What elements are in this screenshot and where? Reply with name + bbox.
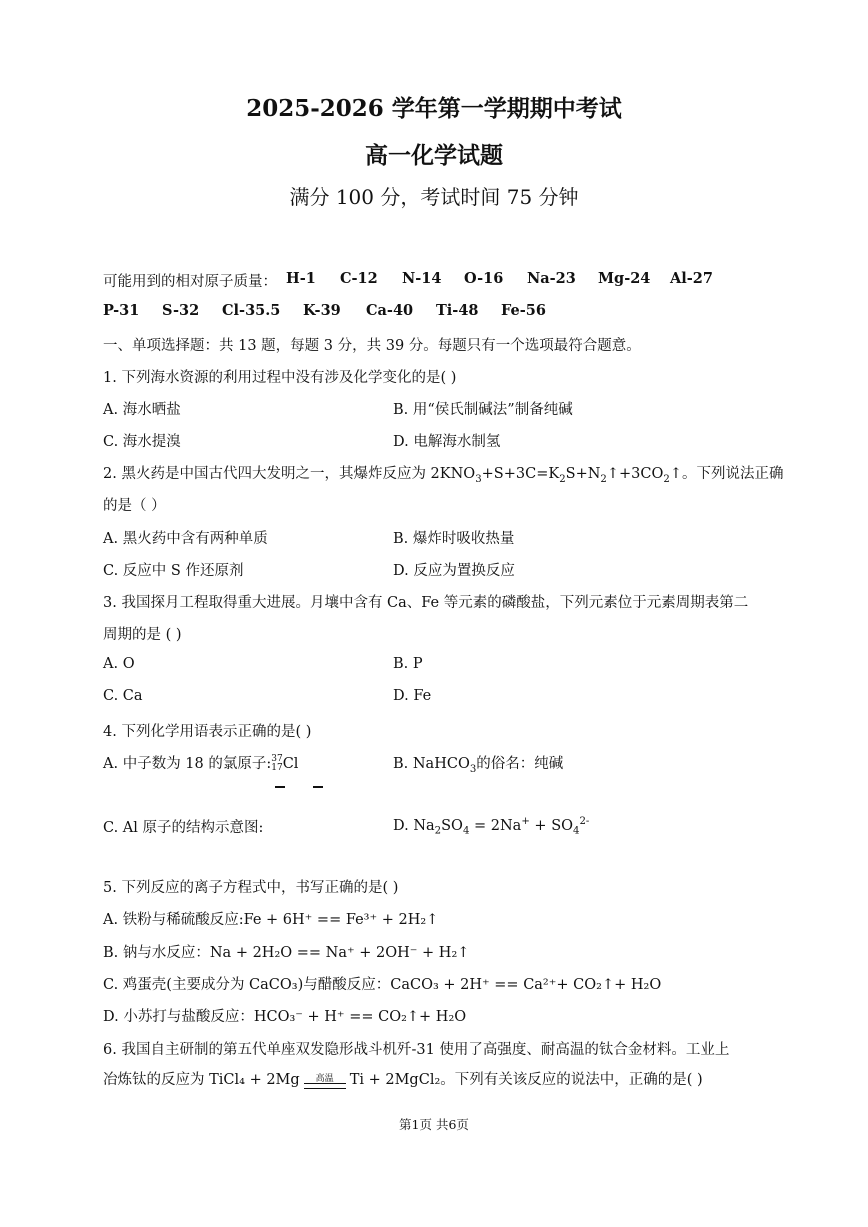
question-3-stem: 3. 我国探月工程取得重大进展。月壤中含有 Ca、Fe 等元素的磷酸盐，下列元素位于元素周期表第二: [103, 595, 749, 611]
reaction-condition-equals: 高温: [302, 1071, 348, 1089]
atomic-mass: H-1: [286, 270, 316, 287]
atomic-mass: P-31: [103, 302, 140, 319]
q3-option-d: D. Fe: [393, 688, 432, 704]
atomic-mass: S-32: [162, 302, 200, 319]
question-3-stem-cont: 周期的是 ( ): [103, 627, 182, 643]
atomic-mass-label: 可能用到的相对原子质量：: [103, 274, 277, 290]
atomic-mass: K-39: [303, 302, 341, 319]
atomic-mass: N-14: [402, 270, 442, 287]
score-time: 满分 100 分，考试时间 75 分钟: [289, 185, 579, 209]
q1-option-b: B. 用“侯氏制碱法”制备纯碱: [393, 402, 573, 418]
q3-option-b: B. P: [393, 656, 423, 672]
section-heading: 一、单项选择题：共 13 题，每题 3 分，共 39 分。每题只有一个选项最符合题意。: [103, 338, 641, 354]
q5-option-d: D. 小苏打与盐酸反应：HCO₃⁻ + H⁺ == CO₂↑+ H₂O: [103, 1009, 467, 1025]
q4-option-a: A. 中子数为 18 的氯原子:37 17Cl: [103, 754, 299, 773]
atomic-mass: Al-27: [670, 270, 713, 287]
q2-option-d: D. 反应为置换反应: [393, 563, 515, 579]
subject-title: 高一化学试题: [365, 142, 503, 169]
exam-title: 2025-2026 学年第一学期期中考试: [246, 95, 622, 122]
q4-option-c: C. Al 原子的结构示意图:: [103, 820, 264, 836]
question-2-stem-cont: 的是（ ）: [103, 498, 166, 514]
q2-option-c: C. 反应中 S 作还原剂: [103, 563, 244, 579]
q1-option-c: C. 海水提溴: [103, 434, 181, 450]
q5-option-c: C. 鸡蛋壳(主要成分为 CaCO₃)与醋酸反应：CaCO₃ + 2H⁺ == Ca²⁺+ CO₂↑+ H₂O: [103, 977, 662, 993]
atomic-mass: Ca-40: [366, 302, 414, 319]
atomic-mass: Na-23: [527, 270, 576, 287]
question-1-stem: 1. 下列海水资源的利用过程中没有涉及化学变化的是( ): [103, 370, 457, 386]
q1-option-a: A. 海水晒盐: [103, 402, 181, 418]
question-4-stem: 4. 下列化学用语表示正确的是( ): [103, 724, 312, 740]
atomic-mass: Mg-24: [598, 270, 651, 287]
q3-option-c: C. Ca: [103, 688, 143, 704]
dash-mark: [313, 786, 323, 788]
dash-mark: [275, 786, 285, 788]
q1-option-d: D. 电解海水制氢: [393, 434, 501, 450]
q5-option-a: A. 铁粉与稀硫酸反应:Fe + 6H⁺ == Fe³⁺ + 2H₂↑: [103, 912, 439, 928]
question-2-stem: 2. 黑火药是中国古代四大发明之一，其爆炸反应为 $2KNO_3+S+3C=K_2S+N_2↑+3CO_2↑$。下列说法正确: [103, 466, 784, 485]
q5-option-b: B. 钠与水反应：Na + 2H₂O == Na⁺ + 2OH⁻ + H₂↑: [103, 945, 470, 961]
q3-option-a: A. O: [103, 656, 135, 672]
atomic-mass: O-16: [464, 270, 504, 287]
atomic-mass: C-12: [340, 270, 378, 287]
q2-option-a: A. 黑火药中含有两种单质: [103, 531, 268, 547]
atomic-mass: Fe-56: [501, 302, 546, 319]
question-5-stem: 5. 下列反应的离子方程式中，书写正确的是( ): [103, 880, 399, 896]
q4-option-d: D. $Na_2SO_4 = 2Na^+ + SO_4^{2-}$: [393, 816, 590, 837]
question-6-stem-cont: 冶炼钛的反应为 TiCl₄ + 2Mg 高温 Ti + 2MgCl₂。下列有关该反应的说法中，正确的是( ): [103, 1072, 703, 1088]
atomic-mass: Cl-35.5: [222, 302, 281, 319]
q4-option-b: B. NaHCO$_3$的俗名：纯碱: [393, 756, 564, 775]
atomic-mass: Ti-48: [436, 302, 479, 319]
q2-option-b: B. 爆炸时吸收热量: [393, 531, 515, 547]
page-footer: 第1页 共6页: [399, 1117, 469, 1132]
question-6-stem: 6. 我国自主研制的第五代单座双发隐形战斗机歼-31 使用了高强度、耐高温的钛合金材料。工业上: [103, 1042, 730, 1058]
